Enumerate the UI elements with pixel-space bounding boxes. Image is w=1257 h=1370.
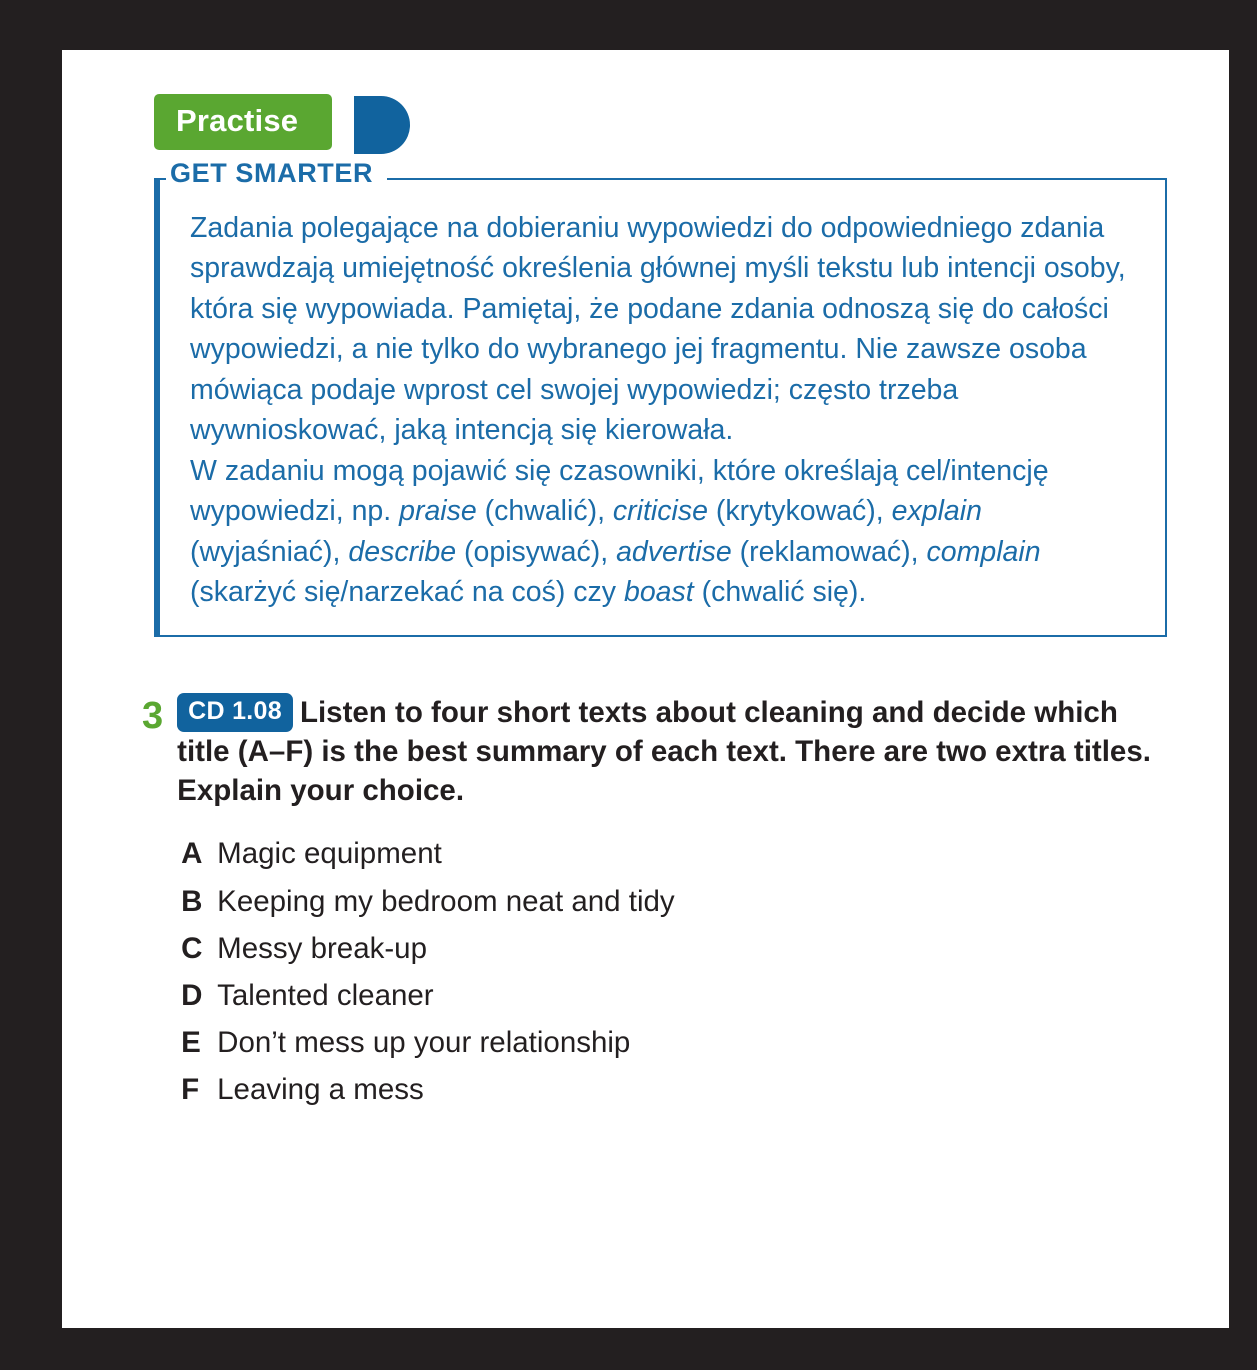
option-text: Talented cleaner [217, 978, 434, 1012]
practise-tab-knob [354, 96, 410, 154]
get-smarter-title: GET SMARTER [166, 158, 387, 189]
option-list [177, 830, 1173, 1113]
option-letter: A [181, 837, 203, 871]
exercise-3 [142, 693, 1173, 1114]
get-smarter-box [154, 158, 1167, 637]
gs2-text-3: (wyjaśniać), [190, 535, 349, 568]
option-letter: B [181, 884, 203, 918]
option-text: Magic equipment [217, 837, 442, 871]
gs2-text-4: (opisywać), [456, 535, 617, 568]
gs2-verb-complain: complain [926, 535, 1041, 568]
gs2-verb-criticise: criticise [612, 495, 708, 528]
list-item [181, 830, 1173, 877]
option-letter: C [181, 931, 203, 965]
practise-tab-label: Practise [154, 94, 332, 150]
page-sheet [62, 50, 1229, 1328]
option-letter: F [181, 1073, 200, 1107]
list-item [181, 925, 1173, 972]
gs2-verb-describe: describe [348, 535, 457, 568]
option-text: Keeping my bedroom neat and tidy [217, 884, 675, 918]
gs2-verb-advertise: advertise [616, 535, 732, 568]
gs2-text-6: (skarżyć się/narzekać na coś) czy [190, 576, 624, 609]
gs2-verb-explain: explain [891, 495, 982, 528]
option-letter: D [181, 978, 203, 1012]
audio-track-badge[interactable]: CD 1.08 [177, 693, 293, 732]
gs2-text-7: (chwalić się). [693, 576, 867, 609]
get-smarter-paragraph-2 [190, 451, 1139, 613]
gs2-text-5: (reklamować), [731, 535, 927, 568]
gs2-text-1: (chwalić), [476, 495, 613, 528]
list-item [181, 878, 1173, 925]
exercise-instruction-line [177, 693, 1173, 811]
exercise-instruction-text: Listen to four short texts about cleaning and decide which title (A–F) is the best summary of each text. There are two extra titles. Explain your choice. [177, 695, 1151, 808]
exercise-number: 3 [142, 694, 164, 737]
gs2-verb-boast: boast [623, 576, 694, 609]
gs2-verb-praise: praise [399, 495, 477, 528]
list-item [181, 1019, 1173, 1066]
list-item [181, 1066, 1173, 1113]
get-smarter-paragraph-1: Zadania polegające na dobieraniu wypowiedzi do odpowiedniego zdania sprawdzają umiejętność określenia głównej myśli tekstu lub intencji osoby, która się wypowiada. Pamiętaj, że podane zdania odnoszą się do całości wypowiedzi, a nie tylko do wybranego jej fragmentu. Nie zawsze osoba mówiąca podaje wprost cel swojej wypowiedzi; często trzeba wywnioskować, jaką intencją się kierowała. [190, 212, 1126, 447]
practise-tab [154, 94, 332, 150]
option-text: Leaving a mess [217, 1073, 424, 1107]
gs2-text-2: (krytykować), [707, 495, 892, 528]
option-text: Don’t mess up your relationship [217, 1026, 631, 1060]
list-item [181, 972, 1173, 1019]
option-text: Messy break-up [217, 931, 427, 965]
gs2-text-a: W zadaniu mogą pojawić się czasowniki, które określają cel/intencję wypowiedzi, np. [190, 454, 1049, 528]
exercise-content [177, 693, 1173, 1114]
get-smarter-body [190, 208, 1139, 613]
option-letter: E [181, 1026, 201, 1060]
